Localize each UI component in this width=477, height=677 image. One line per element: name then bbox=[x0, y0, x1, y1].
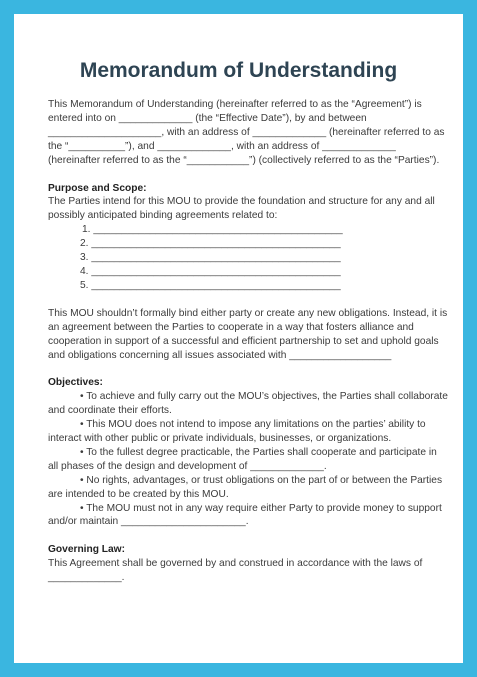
objective-item: • The MOU must not in any way require either Party to provide money to support and/or maintain ______________________. bbox=[48, 502, 442, 528]
list-item: 1. ____________________________________________ bbox=[82, 224, 343, 236]
list-item: 3. ____________________________________________ bbox=[80, 252, 341, 264]
intro-paragraph: This Memorandum of Understanding (hereinafter referred to as the “Agreement”) is entered into on _____________ (the “Effective Date”), by and between ____________________, with an address of _____________ (hereinafter referred to as the “__________”), and _____________, with an address of _____________ (hereinafter referred to as the “___________”) (collectively referred to as the “Parties”). bbox=[48, 99, 445, 166]
objectives-heading: Objectives: bbox=[48, 377, 103, 389]
list-item: 2. ____________________________________________ bbox=[80, 238, 341, 250]
purpose-heading: Purpose and Scope: bbox=[48, 182, 147, 194]
objective-item: • To the fullest degree practicable, the Parties shall cooperate and participate in all phases of the design and development of _____________. bbox=[48, 446, 437, 472]
objective-item: • No rights, advantages, or trust obligations on the part of or between the Parties are intended to be created by this MOU. bbox=[48, 474, 443, 500]
objective-item: • To achieve and fully carry out the MOU’s objectives, the Parties shall collaborate and coordinate their efforts. bbox=[48, 391, 448, 417]
governing-heading: Governing Law: bbox=[48, 544, 125, 556]
purpose-list bbox=[48, 223, 449, 293]
governing-text: This Agreement shall be governed by and construed in accordance with the laws of _____________. bbox=[48, 558, 423, 584]
purpose-closing: This MOU shouldn’t formally bind either party or create any new obligations. Instead, it is an agreement between the Parties to cooperate in a way that fosters alliance and cooperation in support of a successful and efficient partnership to set and uphold goals and obligations concerning all issues associated with __________________ bbox=[48, 307, 448, 361]
list-item: 4. ____________________________________________ bbox=[80, 265, 341, 277]
objective-item: • This MOU does not intend to impose any limitations on the parties’ ability to interact with other public or private individuals, businesses, or organizations. bbox=[48, 419, 426, 445]
document-title: Memorandum of Understanding bbox=[79, 59, 398, 82]
document-page bbox=[14, 14, 463, 663]
list-item: 5. ____________________________________________ bbox=[80, 279, 341, 291]
purpose-text: The Parties intend for this MOU to provide the foundation and structure for any and all possibly anticipated binding agreements related to: bbox=[48, 196, 435, 222]
